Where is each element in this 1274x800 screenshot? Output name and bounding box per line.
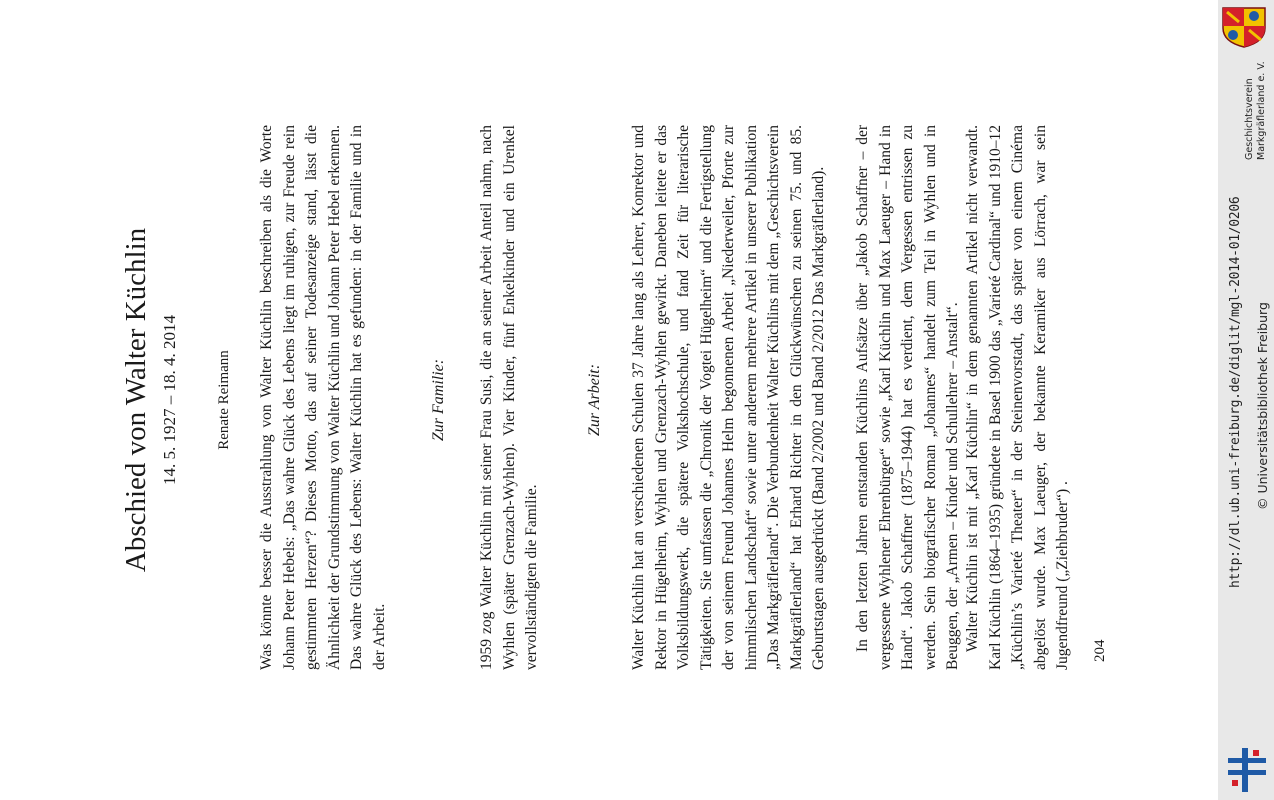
page-number: 204: [1092, 639, 1108, 662]
publisher-line-2: Markgräflerland e. V.: [1256, 61, 1267, 160]
life-dates: 14. 5. 1927 – 18. 4. 2014: [160, 315, 179, 485]
author-name: Renate Reimann: [216, 350, 232, 450]
family-paragraph: 1959 zog Walter Küchlin mit seiner Frau Susi, die an seiner Arbeit Anteil nahm, nach Wyhlen (später Grenzach-Wyhlen). Vier Kinder, fünf Enkelkinder und ein Urenkel vervollständigten die Familie.: [478, 125, 540, 670]
work-paragraph-3: Walter Küchlin ist mit „Karl Küchlin“ in dem genannten Artikel nicht verwandt. Karl Küchlin (1864–1935) gründete in Basel 1900 das „Varieté Cardinal“ und 1910–12 „Küchlin’s Varieté Theater“ in der Steinenvorstadt, das später von einem Cinéma abgelöst wurde. Max Laeuger, der bekannte Keramiker aus Lörrach, war sein Jugendfreund („Ziehbruder“) .: [964, 125, 1071, 670]
coat-of-arms-icon: [1221, 6, 1267, 48]
section-heading-work: Zur Arbeit:: [586, 363, 603, 437]
section-heading-family: Zur Familie:: [430, 358, 447, 442]
article-title: Abschied von Walter Küchlin: [120, 227, 152, 573]
permalink-url[interactable]: http://dl.ub.uni-freiburg.de/diglit/mgl-2014-01/0206: [1228, 196, 1243, 588]
publisher-line-1: Geschichtsverein: [1244, 78, 1255, 160]
work-paragraph-1: Walter Küchlin hat an verschiedenen Schulen 37 Jahre lang als Lehrer, Konrektor und Rektor in Hügelheim, Wyhlen und Grenzach-Wyhlen gewirkt. Daneben leitete er das Volksbildungswerk, die spätere Volkshochschule, und fand Zeit für literarische Tätigkeiten. Sie umfassen die „Chronik der Vogtei Hügelheim“ und die Fertigstellung der von seinem Freund Johannes Helm begonnenen Arbeit „Niederweiler, Pforte zur himmlischen Landschaft“ sowie unter anderem mehrere Artikel in unserer Publikation „Das Markgräflerland“. Die Verbundenheit Walter Küchlins mit dem „Geschichtsverein Markgräflerland“ hat Erhard Richter in den Glückwünschen zu seinen 75. und 85. Geburtstagen ausgedrückt (Band 2/2002 und Band 2/2012 Das Markgräflerland).: [630, 125, 827, 670]
intro-paragraph: Was könnte besser die Ausstrahlung von Walter Küchlin beschreiben als die Worte Johann Peter Hebels: „Das wahre Glück des Lebens liegt im ruhigen, zur Freude rein gestimmten Herzen“? Dieses Motto, das auf seiner Todesanzeige stand, lässt die Ähnlichkeit der Grundstimmung von Walter Küchlin und Johann Peter Hebel erkennen. Das wahre Glück des Lebens: Walter Küchlin hat es gefunden: in der Familie und in der Arbeit.: [258, 125, 388, 670]
work-paragraph-2: In den letzten Jahren entstanden Küchlins Aufsätze über „Jakob Schaffner – der vergessene Wyhlener Ehrenbürger“ sowie „Karl Küchlin und Max Laeuger – Hand in Hand“. Jakob Schaffner (1875–1944) hat es verdient, dem Vergessen entrissen zu werden. Sein biografischer Roman „Johannes“ handelt zum Teil in Wyhlen und in Beuggen, der „Armen – Kinder und Schullehrer – Anstalt“.: [854, 125, 961, 670]
copyright-notice: © Universitätsbibliothek Freiburg: [1255, 302, 1270, 510]
ub-freiburg-logo-icon: [1226, 748, 1268, 792]
